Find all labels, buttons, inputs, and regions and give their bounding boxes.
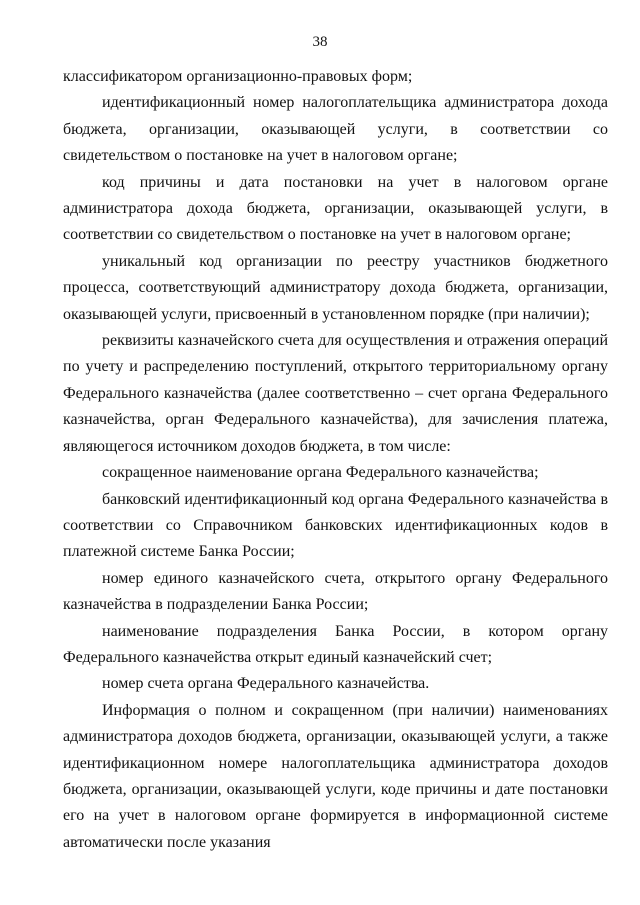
paragraph: Информация о полном и сокращенном (при наличии) наименованиях администратора доходов бюджета, организации, оказывающей услуги, а также идентификационном номере налогоплательщика администратора доходов бюджета, организации, оказывающей услуги, коде причины и дате постановки его на учет в налоговом органе формируется в информационной системе автоматически после указания [63, 701, 608, 851]
page-number: 38 [312, 34, 328, 50]
paragraph: уникальный код организации по реестру участников бюджетного процесса, соответствующий администратору дохода бюджета, организации, оказывающей услуги, присвоенный в установленном порядке (при наличии); [63, 252, 608, 323]
paragraph: сокращенное наименование органа Федерального казначейства; [102, 464, 539, 482]
paragraph: номер счета органа Федерального казначейства. [102, 675, 430, 693]
paragraph: классификатором организационно-правовых форм; [63, 68, 413, 85]
document-body [63, 64, 608, 856]
paragraph: реквизиты казначейского счета для осуществления и отражения операций по учету и распределению поступлений, открытого территориальному органу Федерального казначейства (далее соответственно – счет органа Федерального казначейства, орган Федерального казначейства), для зачисления платежа, являющегося источником доходов бюджета, в том числе: [63, 332, 608, 455]
paragraph: код причины и дата постановки на учет в налоговом органе администратора дохода бюджета, организации, оказывающей услуги, в соответствии со свидетельством о постановке на учет в налоговом органе; [63, 173, 608, 244]
paragraph: идентификационный номер налогоплательщика администратора дохода бюджета, организации, оказывающей услуги, в соответствии со свидетельством о постановке на учет в налоговом органе; [63, 94, 608, 165]
paragraph: наименование подразделения Банка России, в котором органу Федерального казначейства открыт единый казначейский счет; [63, 622, 608, 666]
paragraph: номер единого казначейского счета, открытого органу Федерального казначейства в подразделении Банка России; [63, 569, 608, 614]
paragraph: банковский идентификационный код органа Федерального казначейства в соответствии со Справочником банковских идентификационных кодов в платежной системе Банка России; [63, 490, 608, 561]
